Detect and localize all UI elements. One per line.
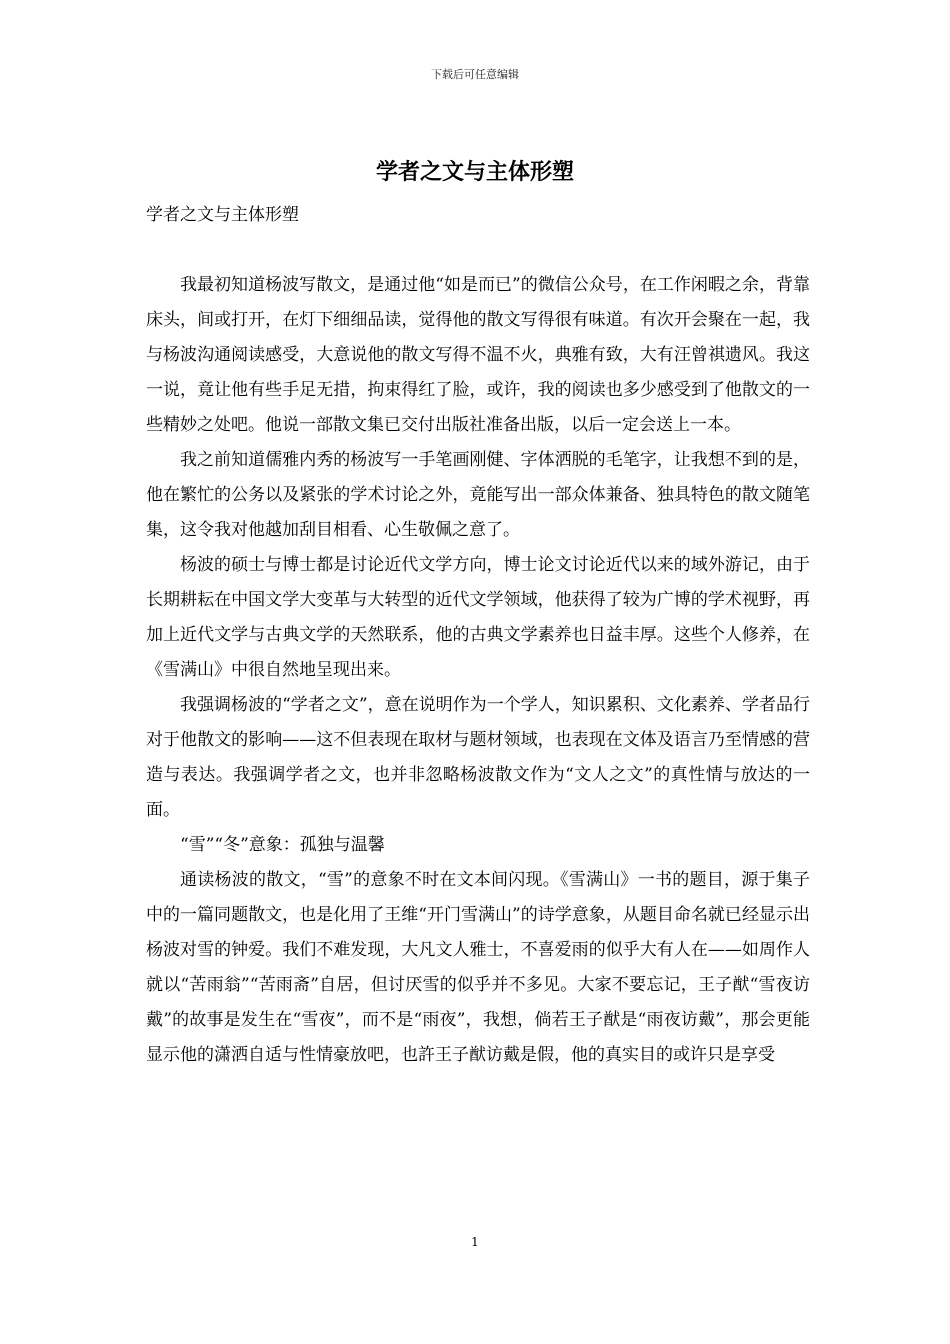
page-number: 1 — [471, 1235, 479, 1249]
paragraph-4: 我强调杨波的“学者之文”，意在说明作为一个学人，知识累积、文化素养、学者品行对于他散文的影响——这不但表现在取材与题材领域，也表现在文体及语言乃至情感的营造与表达。我强调学者之文，也并非忽略杨波散文作为“文人之文”的真性情与放达的一面。 — [146, 695, 810, 820]
paragraph-3: 杨波的硕士与博士都是讨论近代文学方向，博士论文讨论近代以来的域外游记，由于长期耕耘在中国文学大变革与大转型的近代文学领域，他获得了较为广博的学术视野，再加上近代文学与古典文学的天然联系，他的古典文学素养也日益丰厚。这些个人修养，在《雪满山》中很自然地呈现出来。 — [146, 555, 810, 680]
document-subtitle: 学者之文与主体形塑 — [146, 205, 299, 225]
paragraph-1: 我最初知道杨波写散文，是通过他“如是而已”的微信公众号，在工作闲暇之余，背靠床头，间或打开，在灯下细细品读，觉得他的散文写得很有味道。有次开会聚在一起，我与杨波沟通阅读感受，大意说他的散文写得不温不火，典雅有致，大有汪曾祺遗风。我这一说，竟让他有些手足无措，拘束得红了脸，或许，我的阅读也多少感受到了他散文的一些精妙之处吧。他说一部散文集已交付出版社准备出版，以后一定会送上一本。 — [146, 275, 810, 435]
header-note: 下载后可任意编辑 — [431, 68, 519, 81]
paragraph-2: 我之前知道儒雅内秀的杨波写一手笔画刚健、字体洒脱的毛笔字，让我想不到的是，他在繁忙的公务以及紧张的学术讨论之外，竟能写出一部众体兼备、独具特色的散文随笔集，这令我对他越加刮目相看、心生敬佩之意了。 — [146, 450, 810, 540]
section-heading: “雪”“冬”意象：孤独与温馨 — [180, 835, 385, 855]
document-title: 学者之文与主体形塑 — [375, 159, 574, 185]
paragraph-5: 通读杨波的散文，“雪”的意象不时在文本间闪现。《雪满山》一书的题目，源于集子中的一篇同题散文，也是化用了王维“开门雪满山”的诗学意象，从题目命名就已经显示出杨波对雪的钟爱。我们不难发现，大凡文人雅士，不喜爱雨的似乎大有人在——如周作人就以“苦雨翁”“苦雨斋”自居，但讨厌雪的似乎并不多见。大家不要忘记，王子猷“雪夜访戴”的故事是发生在“雪夜”，而不是“雨夜”，我想，倘若王子猷是“雨夜访戴”，那会更能显示他的潇洒自适与性情豪放吧，也許王子猷访戴是假，他的真实目的或许只是享受 — [146, 870, 810, 1065]
document-body — [146, 268, 810, 1073]
